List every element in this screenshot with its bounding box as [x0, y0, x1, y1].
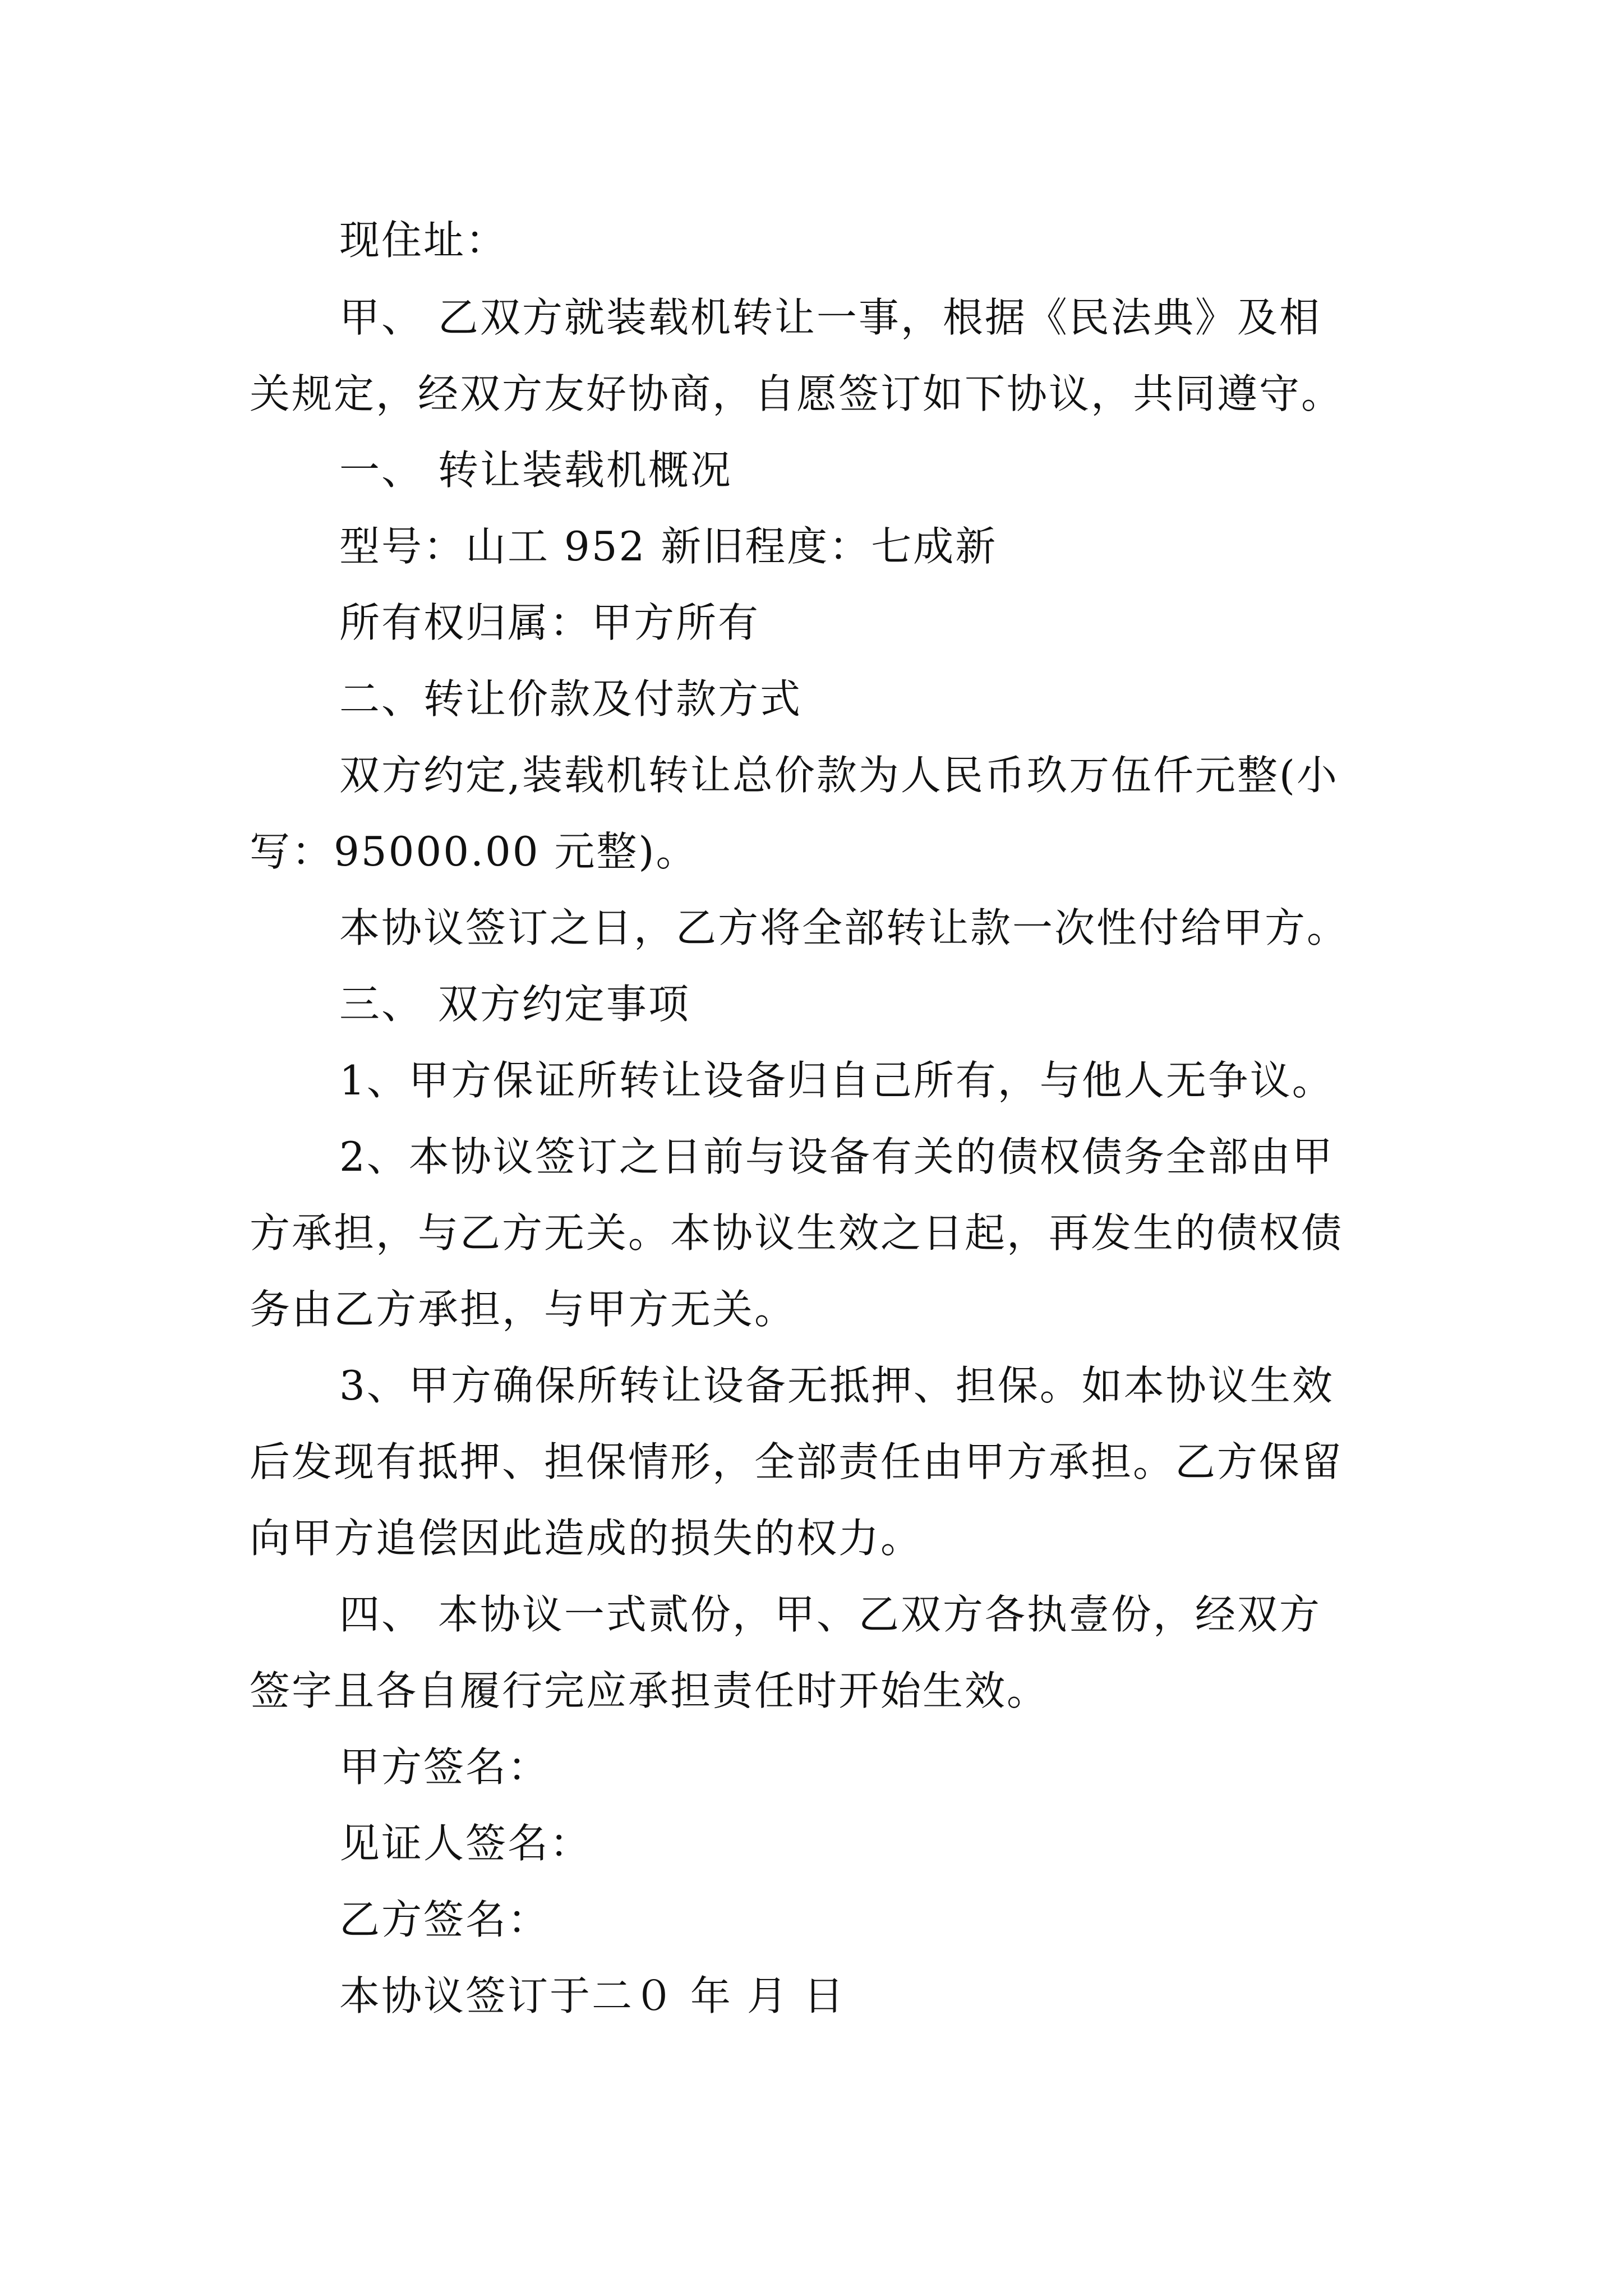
price-line-2: 写：95000.00 元整)。: [250, 828, 698, 875]
ownership-line: 所有权归属：甲方所有: [339, 599, 760, 646]
clause-3-line-1: 3、甲方确保所转让设备无抵押、担保。如本协议生效: [339, 1362, 1334, 1409]
intro-line-1: 甲、 乙双方就装载机转让一事，根据《民法典》及相: [339, 294, 1321, 341]
clause-3-line-2: 后发现有抵押、担保情形，全部责任由甲方承担。乙方保留: [250, 1438, 1344, 1485]
current-address-line: 现住址：: [339, 217, 508, 264]
model-line: 型号：山工 952 新旧程度：七成新: [339, 523, 998, 570]
section-2-heading: 二、转让价款及付款方式: [339, 675, 803, 723]
price-line-1: 双方约定,装载机转让总价款为人民币玖万伍仟元整(小: [339, 752, 1339, 799]
section-3-heading: 三、 双方约定事项: [339, 981, 690, 1028]
clause-2-line-2: 方承担，与乙方无关。本协议生效之日起，再发生的债权债: [250, 1209, 1344, 1257]
intro-line-2: 关规定，经双方友好协商，自愿签订如下协议，共同遵守。: [250, 370, 1344, 417]
clause-1-line: 1、甲方保证所转让设备归自己所有，与他人无争议。: [339, 1057, 1334, 1104]
clause-2-line-1: 2、本协议签订之日前与设备有关的债权债务全部由甲: [339, 1133, 1334, 1180]
clause-3-line-3: 向甲方追偿因此造成的损失的权力。: [250, 1515, 923, 1562]
payment-line: 本协议签订之日，乙方将全部转让款一次性付给甲方。: [339, 904, 1349, 951]
section-4-line-1: 四、 本协议一式贰份，甲、乙双方各执壹份，经双方: [339, 1591, 1321, 1638]
clause-2-line-3: 务由乙方承担，与甲方无关。: [250, 1286, 797, 1333]
witness-signature-label: 见证人签名：: [339, 1820, 592, 1867]
signing-date-line: 本协议签订于二０ 年 月 日: [339, 1972, 846, 2019]
section-4-line-2: 签字且各自履行完应承担责任时开始生效。: [250, 1667, 1049, 1714]
party-b-signature-label: 乙方签名：: [339, 1896, 550, 1943]
section-1-heading: 一、 转让装载机概况: [339, 447, 732, 494]
party-a-signature-label: 甲方签名：: [339, 1743, 550, 1791]
